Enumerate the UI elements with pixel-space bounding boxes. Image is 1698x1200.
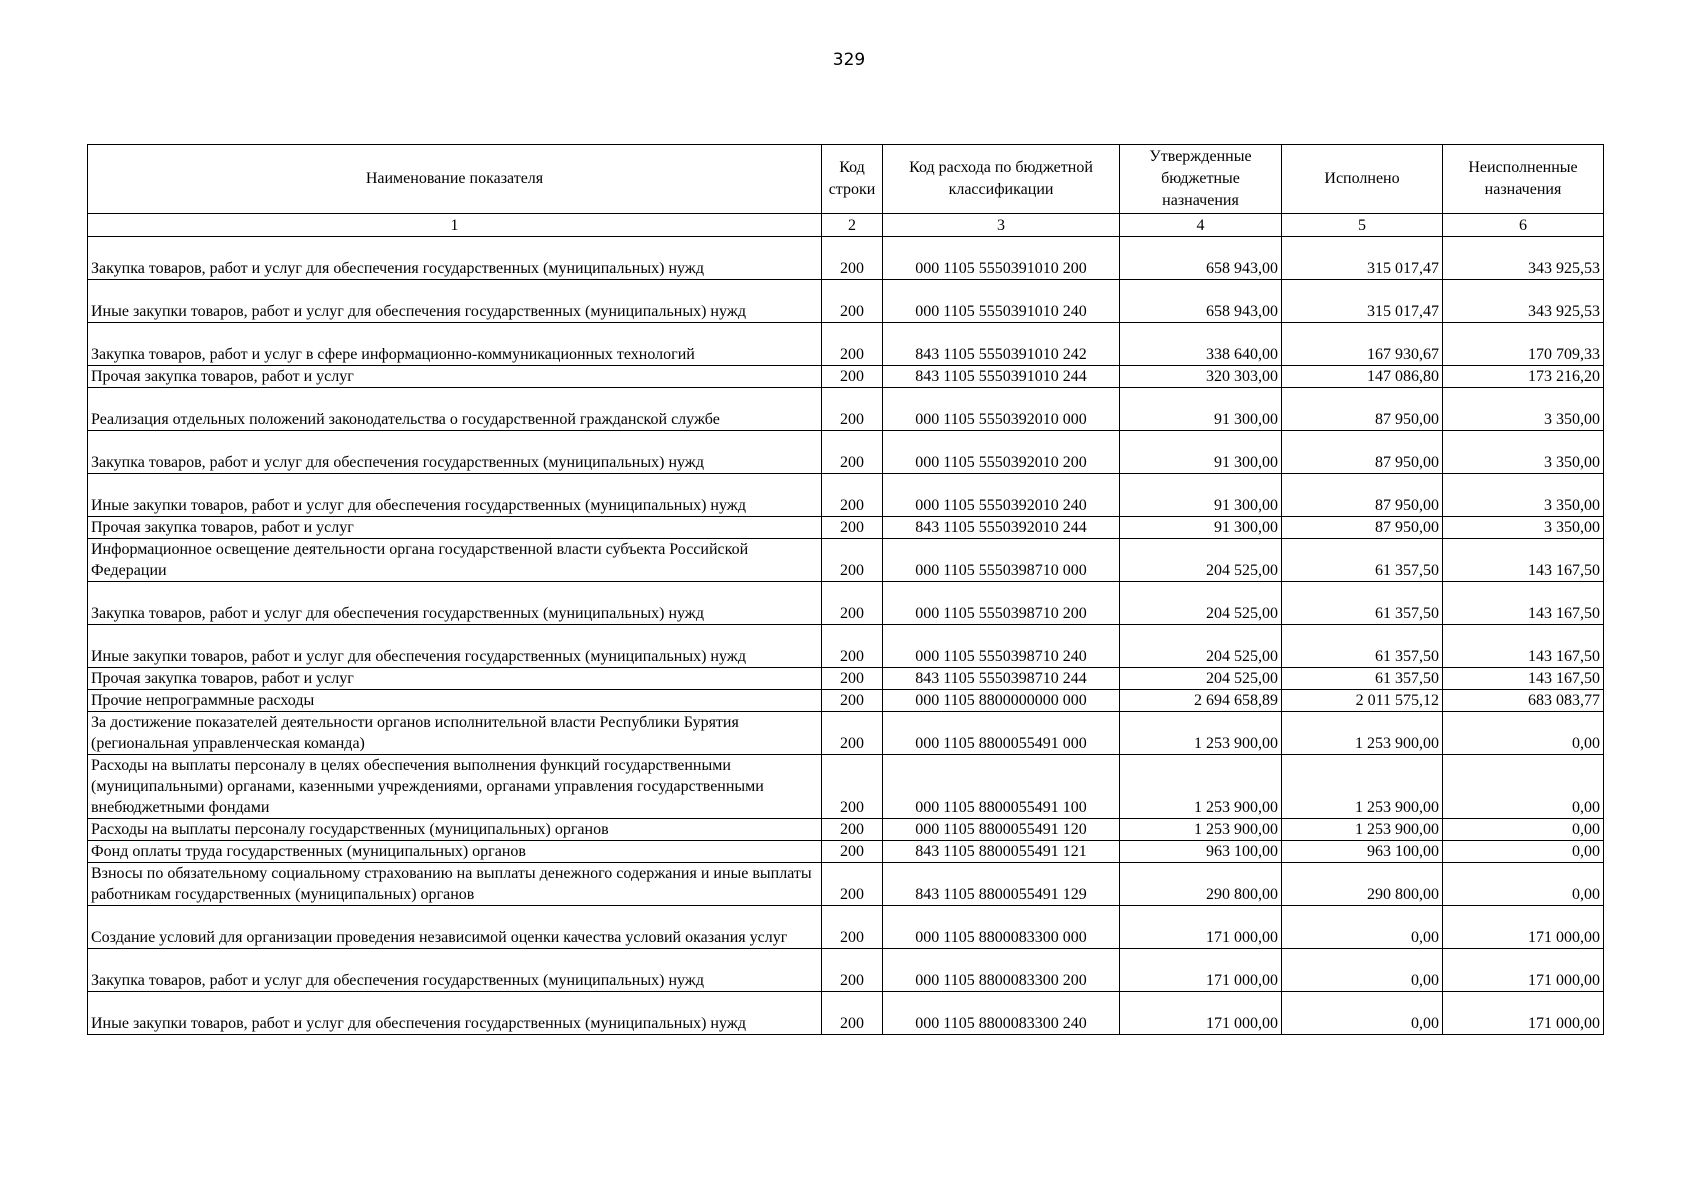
row-approved: 204 525,00 (1120, 668, 1282, 690)
row-unexecuted: 0,00 (1443, 863, 1604, 906)
row-executed: 61 357,50 (1282, 539, 1443, 582)
row-line-code: 200 (822, 237, 883, 280)
row-executed: 963 100,00 (1282, 841, 1443, 863)
row-line-code: 200 (822, 992, 883, 1035)
row-expense-code: 000 1105 8800083300 000 (883, 906, 1120, 949)
row-executed: 61 357,50 (1282, 625, 1443, 668)
table-row (88, 863, 1604, 906)
row-executed: 0,00 (1282, 949, 1443, 992)
row-name: Иные закупки товаров, работ и услуг для обеспечения государственных (муниципальных) нужд (88, 280, 822, 323)
table-row (88, 755, 1604, 819)
row-name: Прочая закупка товаров, работ и услуг (88, 517, 822, 539)
row-unexecuted: 0,00 (1443, 819, 1604, 841)
row-approved: 1 253 900,00 (1120, 712, 1282, 755)
row-expense-code: 000 1105 8800083300 240 (883, 992, 1120, 1035)
row-expense-code: 000 1105 5550398710 200 (883, 582, 1120, 625)
table-row (88, 582, 1604, 625)
header-unexecuted: Неисполненные назначения (1443, 145, 1604, 214)
row-expense-code: 000 1105 5550392010 200 (883, 431, 1120, 474)
row-executed: 147 086,80 (1282, 366, 1443, 388)
row-approved: 1 253 900,00 (1120, 755, 1282, 819)
row-expense-code: 000 1105 8800055491 100 (883, 755, 1120, 819)
row-approved: 338 640,00 (1120, 323, 1282, 366)
row-approved: 658 943,00 (1120, 280, 1282, 323)
table-row (88, 280, 1604, 323)
table-row (88, 517, 1604, 539)
page-number: 329 (832, 50, 866, 70)
row-expense-code: 000 1105 5550392010 240 (883, 474, 1120, 517)
row-line-code: 200 (822, 755, 883, 819)
row-unexecuted: 0,00 (1443, 841, 1604, 863)
table-row (88, 366, 1604, 388)
row-executed: 0,00 (1282, 906, 1443, 949)
row-expense-code: 843 1105 8800055491 121 (883, 841, 1120, 863)
row-name: Закупка товаров, работ и услуг для обеспечения государственных (муниципальных) нужд (88, 237, 822, 280)
row-executed: 315 017,47 (1282, 280, 1443, 323)
row-expense-code: 000 1105 8800083300 200 (883, 949, 1120, 992)
row-approved: 320 303,00 (1120, 366, 1282, 388)
row-line-code: 200 (822, 517, 883, 539)
row-approved: 2 694 658,89 (1120, 690, 1282, 712)
table-row (88, 712, 1604, 755)
row-expense-code: 000 1105 5550391010 240 (883, 280, 1120, 323)
row-executed: 2 011 575,12 (1282, 690, 1443, 712)
row-approved: 204 525,00 (1120, 539, 1282, 582)
row-expense-code: 000 1105 5550392010 000 (883, 388, 1120, 431)
row-unexecuted: 0,00 (1443, 712, 1604, 755)
row-name: Закупка товаров, работ и услуг для обеспечения государственных (муниципальных) нужд (88, 431, 822, 474)
row-executed: 0,00 (1282, 992, 1443, 1035)
row-name: Прочая закупка товаров, работ и услуг (88, 366, 822, 388)
row-line-code: 200 (822, 323, 883, 366)
row-name: Расходы на выплаты персоналу в целях обеспечения выполнения функций государственными (муниципальными) органами, казенными учреждениями, органами управления государственными внебюджетными фондами (88, 755, 822, 819)
row-name: Закупка товаров, работ и услуг для обеспечения государственных (муниципальных) нужд (88, 582, 822, 625)
row-expense-code: 000 1105 5550398710 240 (883, 625, 1120, 668)
row-line-code: 200 (822, 388, 883, 431)
table-row (88, 237, 1604, 280)
row-line-code: 200 (822, 668, 883, 690)
row-expense-code: 000 1105 5550391010 200 (883, 237, 1120, 280)
row-name: Информационное освещение деятельности органа государственной власти субъекта Российской Федерации (88, 539, 822, 582)
row-expense-code: 843 1105 5550391010 244 (883, 366, 1120, 388)
row-line-code: 200 (822, 863, 883, 906)
row-approved: 204 525,00 (1120, 582, 1282, 625)
table-row (88, 690, 1604, 712)
row-expense-code: 843 1105 5550392010 244 (883, 517, 1120, 539)
table-row (88, 625, 1604, 668)
row-executed: 61 357,50 (1282, 668, 1443, 690)
row-approved: 658 943,00 (1120, 237, 1282, 280)
row-unexecuted: 3 350,00 (1443, 474, 1604, 517)
row-line-code: 200 (822, 819, 883, 841)
table-row (88, 992, 1604, 1035)
row-name: Фонд оплаты труда государственных (муниципальных) органов (88, 841, 822, 863)
row-expense-code: 843 1105 5550391010 242 (883, 323, 1120, 366)
row-executed: 87 950,00 (1282, 517, 1443, 539)
row-executed: 1 253 900,00 (1282, 755, 1443, 819)
table-row (88, 388, 1604, 431)
row-approved: 91 300,00 (1120, 517, 1282, 539)
row-executed: 167 930,67 (1282, 323, 1443, 366)
row-unexecuted: 173 216,20 (1443, 366, 1604, 388)
header-expense-code: Код расхода по бюджетной классификации (883, 145, 1120, 214)
row-approved: 171 000,00 (1120, 992, 1282, 1035)
row-unexecuted: 343 925,53 (1443, 280, 1604, 323)
row-line-code: 200 (822, 949, 883, 992)
row-expense-code: 000 1105 8800055491 120 (883, 819, 1120, 841)
row-unexecuted: 683 083,77 (1443, 690, 1604, 712)
row-executed: 61 357,50 (1282, 582, 1443, 625)
row-unexecuted: 170 709,33 (1443, 323, 1604, 366)
row-unexecuted: 171 000,00 (1443, 906, 1604, 949)
table-row (88, 323, 1604, 366)
table-row (88, 819, 1604, 841)
column-number: 2 (822, 214, 883, 237)
column-number-row (88, 214, 1604, 237)
row-name: Прочая закупка товаров, работ и услуг (88, 668, 822, 690)
table-row (88, 949, 1604, 992)
table-row (88, 906, 1604, 949)
budget-execution-table (87, 144, 1604, 1035)
row-line-code: 200 (822, 906, 883, 949)
row-expense-code: 000 1105 8800000000 000 (883, 690, 1120, 712)
row-line-code: 200 (822, 366, 883, 388)
row-unexecuted: 143 167,50 (1443, 582, 1604, 625)
row-name: Расходы на выплаты персоналу государственных (муниципальных) органов (88, 819, 822, 841)
column-number: 1 (88, 214, 822, 237)
row-unexecuted: 143 167,50 (1443, 539, 1604, 582)
row-line-code: 200 (822, 690, 883, 712)
row-executed: 87 950,00 (1282, 474, 1443, 517)
row-unexecuted: 143 167,50 (1443, 668, 1604, 690)
column-number: 5 (1282, 214, 1443, 237)
row-approved: 91 300,00 (1120, 474, 1282, 517)
row-line-code: 200 (822, 582, 883, 625)
column-number: 6 (1443, 214, 1604, 237)
row-executed: 1 253 900,00 (1282, 819, 1443, 841)
row-unexecuted: 0,00 (1443, 755, 1604, 819)
row-expense-code: 843 1105 5550398710 244 (883, 668, 1120, 690)
table-row (88, 841, 1604, 863)
table-row (88, 668, 1604, 690)
row-approved: 963 100,00 (1120, 841, 1282, 863)
row-name: Создание условий для организации проведения независимой оценки качества условий оказания услуг (88, 906, 822, 949)
row-name: Иные закупки товаров, работ и услуг для обеспечения государственных (муниципальных) нужд (88, 625, 822, 668)
row-line-code: 200 (822, 474, 883, 517)
row-name: За достижение показателей деятельности органов исполнительной власти Республики Бурятия (региональная управленческая команда) (88, 712, 822, 755)
row-unexecuted: 143 167,50 (1443, 625, 1604, 668)
row-executed: 87 950,00 (1282, 388, 1443, 431)
column-number: 4 (1120, 214, 1282, 237)
row-executed: 1 253 900,00 (1282, 712, 1443, 755)
table-row (88, 474, 1604, 517)
row-approved: 204 525,00 (1120, 625, 1282, 668)
row-executed: 87 950,00 (1282, 431, 1443, 474)
row-name: Взносы по обязательному социальному страхованию на выплаты денежного содержания и иные выплаты работникам государственных (муниципальных) органов (88, 863, 822, 906)
row-unexecuted: 3 350,00 (1443, 388, 1604, 431)
row-expense-code: 000 1105 8800055491 000 (883, 712, 1120, 755)
row-approved: 171 000,00 (1120, 906, 1282, 949)
row-approved: 171 000,00 (1120, 949, 1282, 992)
row-unexecuted: 171 000,00 (1443, 949, 1604, 992)
row-line-code: 200 (822, 280, 883, 323)
row-line-code: 200 (822, 712, 883, 755)
row-unexecuted: 3 350,00 (1443, 517, 1604, 539)
header-executed: Исполнено (1282, 145, 1443, 214)
header-approved: Утвержденные бюджетные назначения (1120, 145, 1282, 214)
row-approved: 91 300,00 (1120, 431, 1282, 474)
table-row (88, 539, 1604, 582)
column-number: 3 (883, 214, 1120, 237)
row-approved: 290 800,00 (1120, 863, 1282, 906)
row-unexecuted: 171 000,00 (1443, 992, 1604, 1035)
table-row (88, 431, 1604, 474)
table-header-row (88, 145, 1604, 214)
row-unexecuted: 343 925,53 (1443, 237, 1604, 280)
row-name: Прочие непрограммные расходы (88, 690, 822, 712)
row-name: Закупка товаров, работ и услуг в сфере информационно-коммуникационных технологий (88, 323, 822, 366)
row-approved: 91 300,00 (1120, 388, 1282, 431)
row-line-code: 200 (822, 539, 883, 582)
row-executed: 290 800,00 (1282, 863, 1443, 906)
row-approved: 1 253 900,00 (1120, 819, 1282, 841)
row-name: Реализация отдельных положений законодательства о государственной гражданской службе (88, 388, 822, 431)
row-unexecuted: 3 350,00 (1443, 431, 1604, 474)
header-line-code: Код строки (822, 145, 883, 214)
row-name: Иные закупки товаров, работ и услуг для обеспечения государственных (муниципальных) нужд (88, 992, 822, 1035)
header-name: Наименование показателя (88, 145, 822, 214)
row-expense-code: 843 1105 8800055491 129 (883, 863, 1120, 906)
row-name: Закупка товаров, работ и услуг для обеспечения государственных (муниципальных) нужд (88, 949, 822, 992)
table-body (88, 237, 1604, 1035)
row-expense-code: 000 1105 5550398710 000 (883, 539, 1120, 582)
row-line-code: 200 (822, 625, 883, 668)
row-executed: 315 017,47 (1282, 237, 1443, 280)
row-line-code: 200 (822, 841, 883, 863)
row-name: Иные закупки товаров, работ и услуг для обеспечения государственных (муниципальных) нужд (88, 474, 822, 517)
row-line-code: 200 (822, 431, 883, 474)
